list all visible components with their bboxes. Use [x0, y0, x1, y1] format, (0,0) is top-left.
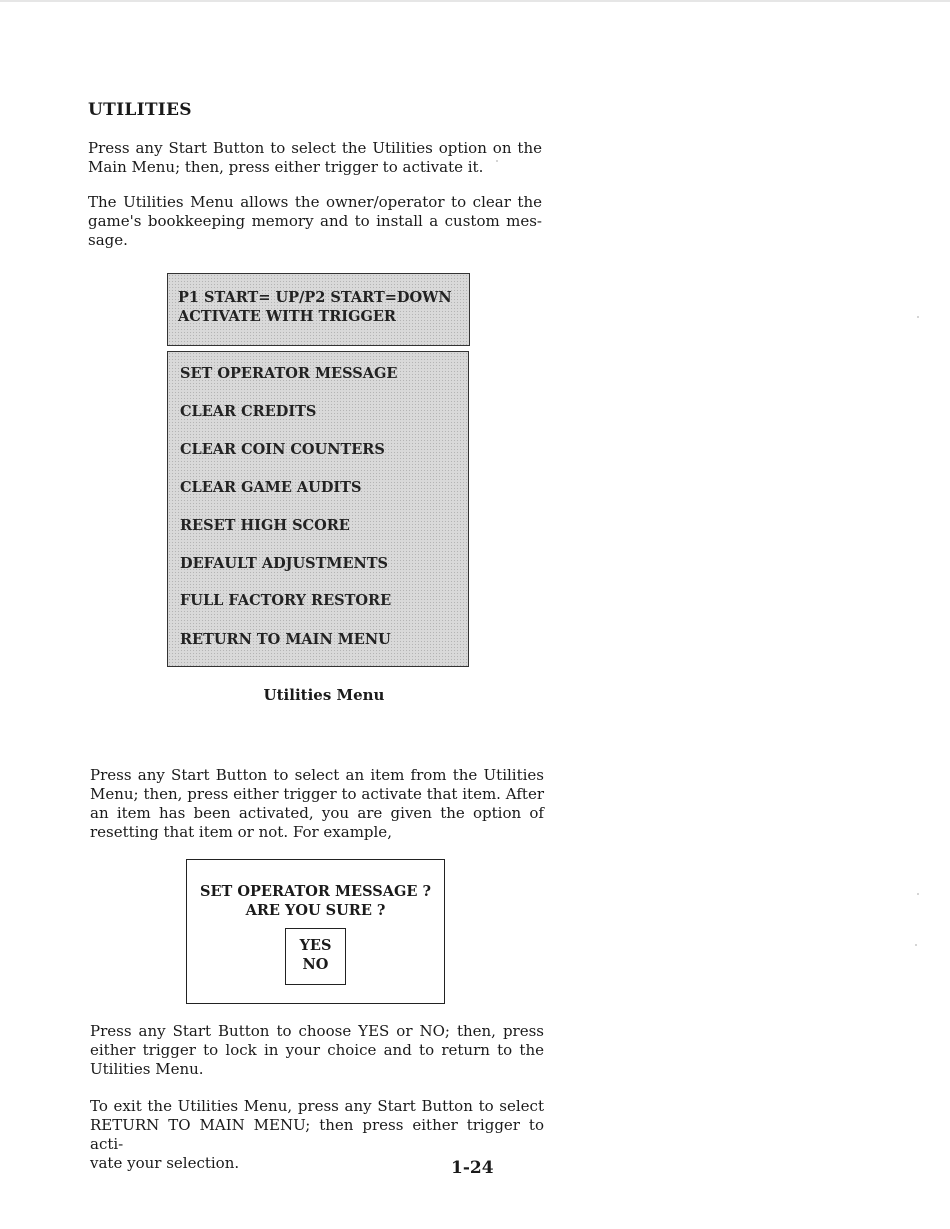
text-line: Main Menu; then, press either trigger to activate it. [88, 158, 484, 176]
select-paragraph [90, 766, 544, 842]
text-line: an item has been activated, you are given the option of [90, 804, 544, 822]
confirm-prompt: ARE YOU SURE ? [245, 902, 386, 919]
instruction-line: P1 START= UP/P2 START=DOWN [178, 289, 452, 306]
menu-item-default-adjustments[interactable]: DEFAULT ADJUSTMENTS [180, 555, 389, 572]
utilities-menu [167, 351, 469, 667]
menu-item-clear-coin-counters[interactable]: CLEAR COIN COUNTERS [180, 441, 385, 458]
text-line: game's bookkeeping memory and to install a custom mes- [88, 212, 542, 230]
text-line: resetting that item or not. For example, [90, 823, 392, 841]
intro-paragraph-1 [88, 139, 542, 177]
yes-no-selector [285, 928, 346, 985]
text-line: RETURN TO MAIN MENU; then press either trigger to acti- [90, 1116, 544, 1153]
text-line: Press any Start Button to select the Utilities option on the [88, 139, 542, 157]
menu-caption: Utilities Menu [263, 686, 385, 704]
scan-top-edge [0, 0, 950, 2]
text-line: Utilities Menu. [90, 1060, 204, 1078]
text-line: Press any Start Button to choose YES or NO; then, press [90, 1022, 544, 1040]
scan-speck [496, 160, 498, 162]
yes-option[interactable]: YES [299, 937, 332, 954]
text-line: The Utilities Menu allows the owner/operator to clear the [88, 193, 542, 211]
menu-instruction-box [167, 273, 470, 346]
text-line: To exit the Utilities Menu, press any Start Button to select [90, 1097, 544, 1115]
menu-item-clear-game-audits[interactable]: CLEAR GAME AUDITS [180, 479, 362, 496]
page-number: 1-24 [451, 1158, 494, 1178]
text-line: Menu; then, press either trigger to activate that item. After [90, 785, 544, 803]
no-option[interactable]: NO [302, 956, 329, 973]
text-line: either trigger to lock in your choice and to return to the [90, 1041, 544, 1059]
text-line: sage. [88, 231, 128, 249]
scan-speck [917, 316, 919, 318]
confirm-dialog [186, 859, 445, 1004]
instruction-line: ACTIVATE WITH TRIGGER [178, 308, 396, 325]
menu-item-full-factory-restore[interactable]: FULL FACTORY RESTORE [180, 592, 392, 609]
text-line: Press any Start Button to select an item from the Utilities [90, 766, 544, 784]
menu-item-set-operator-message[interactable]: SET OPERATOR MESSAGE [180, 365, 398, 382]
section-title: UTILITIES [88, 100, 192, 120]
scan-speck [915, 944, 917, 946]
menu-item-reset-high-score[interactable]: RESET HIGH SCORE [180, 517, 350, 534]
menu-item-clear-credits[interactable]: CLEAR CREDITS [180, 403, 317, 420]
scan-speck [917, 893, 919, 895]
text-line: vate your selection. [90, 1154, 240, 1172]
outro-paragraph-1 [90, 1022, 544, 1079]
confirm-question: SET OPERATOR MESSAGE ? [200, 883, 431, 900]
intro-paragraph-2 [88, 193, 542, 250]
menu-item-return-to-main-menu[interactable]: RETURN TO MAIN MENU [180, 631, 391, 648]
